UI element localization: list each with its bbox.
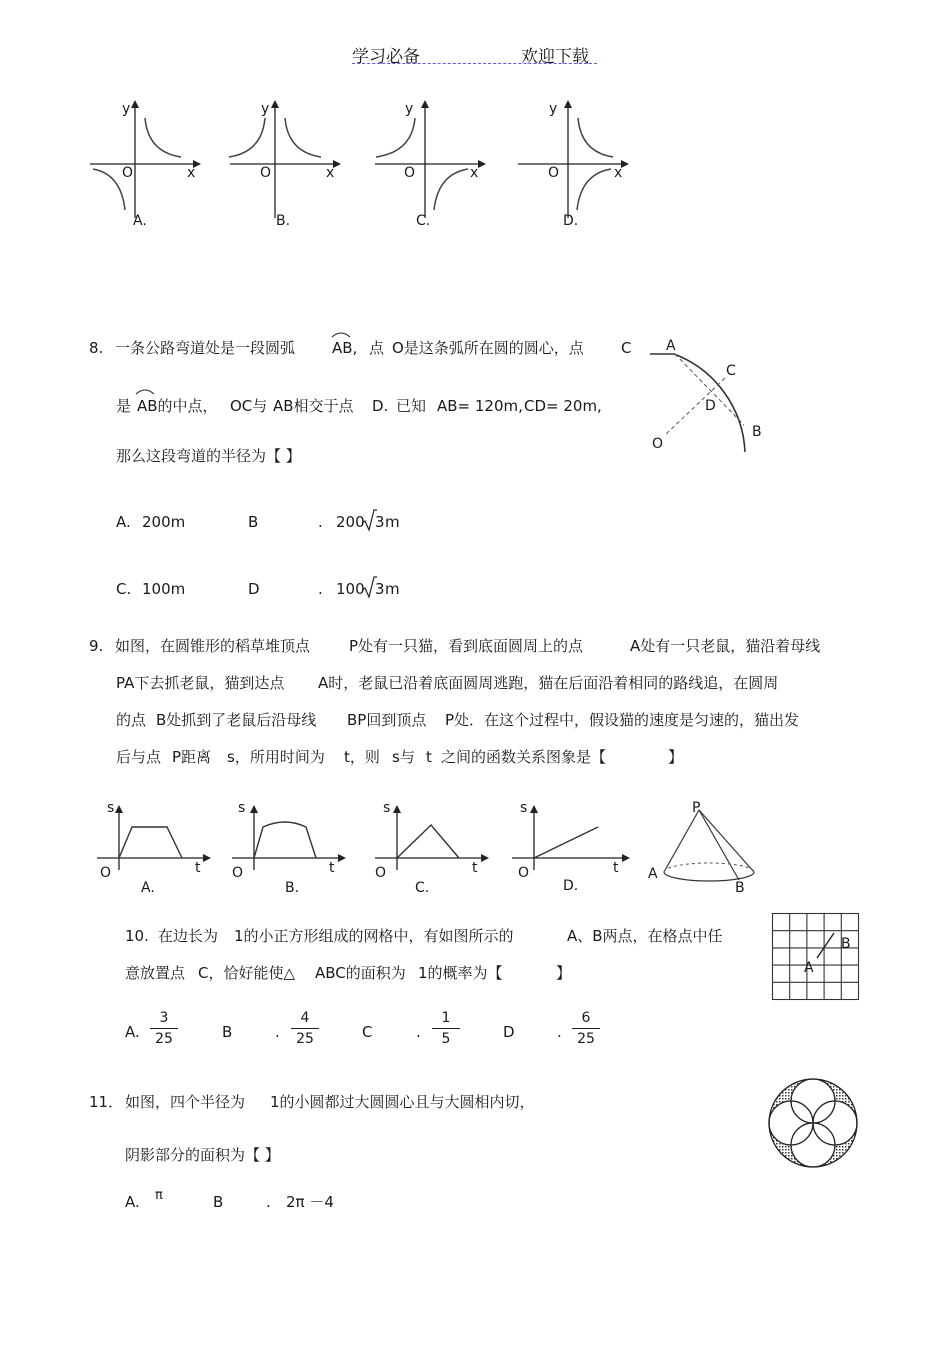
q9-text: BP回到顶点 [347, 711, 427, 729]
q9-text: 之间的函数关系图象是【 [441, 748, 607, 766]
q9-text: A处有一只老鼠，猫沿着母线 [630, 637, 821, 655]
q10-text: C，恰好能使△ [198, 964, 296, 982]
q8-number: 8. [89, 339, 104, 357]
q8-text: 是 [116, 397, 132, 415]
q11-number: 11． [89, 1093, 124, 1111]
q9-b-axis-t: t [329, 860, 335, 876]
q8-option-b-label: B [248, 513, 259, 531]
q10-text: 1的概率为【 [418, 964, 503, 982]
grid-figure [772, 913, 860, 1001]
q8-option-b-dot: . [318, 513, 323, 531]
q8-text: AB= 120m, [437, 397, 523, 415]
q9-text: P处有一只猫，看到底面圆周上的点 [349, 637, 584, 655]
q10-option-d-fraction: 6 25 [566, 1009, 606, 1048]
q10-option-b-dot: . [275, 1023, 280, 1041]
q11-option-b-dot: . [266, 1193, 271, 1211]
q8-option-b-unit: m [385, 513, 400, 531]
q9-option-d: D. [563, 878, 579, 894]
header-right: 欢迎下载 [521, 47, 589, 67]
q8-option-d-dot: . [318, 580, 323, 598]
q8-option-b-coef: 200 [336, 513, 365, 531]
q8-option-d-label: D [248, 580, 260, 598]
q9-d-axis-t: t [613, 860, 619, 876]
q7-c-axis-x: x [470, 165, 479, 181]
q7-a-axis-y: y [122, 101, 131, 117]
q9-text: P处．在这个过程中，假设猫的速度是匀速的，猫出发 [445, 711, 800, 729]
q8-text: AB相交于点 [273, 397, 354, 415]
q11-text: 如图，四个半径为 [125, 1093, 246, 1111]
q10-option-b-label: B [222, 1023, 233, 1041]
q9-option-b: B. [285, 880, 300, 896]
header-underline [352, 63, 597, 64]
q8-fig-label-d: D [705, 398, 716, 414]
q7-graph-d [513, 100, 628, 220]
q7-c-axis-y: y [405, 101, 414, 117]
q8-text: O是这条弧所在圆的圆心，点 [392, 339, 584, 357]
circles-figure [767, 1077, 859, 1169]
q8-arc-mark [330, 330, 352, 338]
q10-option-a-fraction: 3 25 [144, 1009, 184, 1048]
cone-label-a: A [648, 866, 658, 882]
q7-option-b: B. [276, 213, 291, 229]
q9-text: t [426, 748, 432, 766]
q8-text: 点 [369, 339, 385, 357]
q7-b-origin: O [260, 165, 272, 181]
q10-option-c-fraction: 1 5 [426, 1009, 466, 1048]
q8-arc-mark [134, 387, 156, 395]
q8-option-d-radicand: 3 [375, 580, 385, 598]
q9-b-axis-s: s [238, 800, 246, 816]
q8-option-d-unit: m [385, 580, 400, 598]
q7-graph-b [225, 100, 340, 220]
q9-text: s与 [392, 748, 415, 766]
q9-c-axis-t: t [472, 860, 478, 876]
q10-text: A、B两点，在格点中任 [567, 927, 723, 945]
q7-a-axis-x: x [187, 165, 196, 181]
q9-d-origin: O [518, 865, 530, 881]
q10-option-b-fraction: 4 25 [285, 1009, 325, 1048]
q9-text: t，则 [344, 748, 380, 766]
q10-text: 在边长为 [158, 927, 219, 945]
q7-graph-a [85, 100, 200, 220]
q9-text: 的点 [116, 711, 147, 729]
q7-a-origin: O [122, 165, 134, 181]
q11-option-a-label: A. [125, 1193, 140, 1211]
q9-text: B处抓到了老鼠后沿母线 [156, 711, 317, 729]
q8-text: AB, [332, 339, 358, 357]
q8-text: OC与 [230, 397, 268, 415]
q9-text: PA下去抓老鼠，猫到达点 [116, 674, 285, 692]
q10-option-d-label: D [503, 1023, 515, 1041]
q10-option-c-dot: . [416, 1023, 421, 1041]
q10-text: 】 [556, 964, 572, 982]
q7-b-axis-y: y [261, 101, 270, 117]
q7-option-a: A. [133, 213, 147, 229]
q8-fig-label-b: B [752, 424, 762, 440]
q8-text: CD= 20m, [524, 397, 602, 415]
q9-text: 后与点 [116, 748, 162, 766]
cone-figure [660, 805, 770, 890]
q9-text: s，所用时间为 [227, 748, 325, 766]
q10-option-a-label: A. [125, 1023, 140, 1041]
q7-c-origin: O [404, 165, 416, 181]
q8-option-b-radicand: 3 [375, 513, 385, 531]
q8-text: 已知 [396, 397, 427, 415]
q7-graph-c [370, 100, 485, 220]
q11-text: 1的小圆都过大圆圆心且与大圆相内切， [270, 1093, 535, 1111]
q8-option-c-label: C. [116, 580, 132, 598]
q8-text: 那么这段弯道的半径为【 】 [116, 447, 301, 465]
q8-option-a-value: 200m [142, 513, 186, 531]
q8-option-a-label: A. [116, 513, 131, 531]
q8-text: AB的中点， [137, 397, 218, 415]
q7-d-axis-x: x [614, 165, 623, 181]
q10-text: 意放置点 [125, 964, 186, 982]
q8-text: C [621, 339, 632, 357]
q9-d-axis-s: s [520, 800, 528, 816]
q9-option-c: C. [415, 880, 430, 896]
q9-text: 】 [668, 748, 684, 766]
q9-text: P距离 [172, 748, 212, 766]
q10-option-c-label: C [362, 1023, 373, 1041]
q9-graph-b [230, 805, 345, 875]
q10-text: 1的小正方形组成的网格中，有如图所示的 [234, 927, 514, 945]
q7-option-c: C. [416, 213, 431, 229]
q8-fig-label-o: O [652, 436, 664, 452]
q9-text: 如图，在圆锥形的稻草堆顶点 [115, 637, 311, 655]
cone-label-p: P [692, 800, 701, 816]
q9-a-origin: O [100, 865, 112, 881]
q11-option-b-value: 2π －4 [286, 1193, 334, 1211]
q8-text: 一条公路弯道处是一段圆弧 [115, 339, 296, 357]
q9-a-axis-s: s [107, 800, 115, 816]
q8-option-c-value: 100m [142, 580, 186, 598]
q7-option-d: D. [563, 213, 579, 229]
grid-label-b: B [841, 936, 851, 952]
q8-fig-label-a: A [666, 338, 676, 354]
q11-option-b-label: B [213, 1193, 224, 1211]
q8-option-d-coef: 100 [336, 580, 365, 598]
q7-d-axis-y: y [549, 101, 558, 117]
q8-fig-label-c: C [726, 363, 736, 379]
q8-text: D. [372, 397, 389, 415]
q9-c-origin: O [375, 865, 387, 881]
q11-option-a-value: π [155, 1188, 163, 1203]
grid-label-a: A [804, 960, 814, 976]
q9-c-axis-s: s [383, 800, 391, 816]
q10-number: 10. [125, 927, 149, 945]
q11-text: 阴影部分的面积为【 】 [125, 1146, 280, 1164]
header-left: 学习必备 [352, 47, 420, 67]
q10-option-d-dot: . [557, 1023, 562, 1041]
q9-b-origin: O [232, 865, 244, 881]
q7-b-axis-x: x [326, 165, 335, 181]
q7-d-origin: O [548, 165, 560, 181]
cone-label-b: B [735, 880, 745, 896]
q10-text: ABC的面积为 [315, 964, 406, 982]
q9-number: 9. [89, 637, 104, 655]
q9-a-axis-t: t [195, 860, 201, 876]
q9-option-a: A. [141, 880, 155, 896]
q9-text: A时，老鼠已沿着底面圆周逃跑，猫在后面沿着相同的路线追，在圆周 [318, 674, 779, 692]
